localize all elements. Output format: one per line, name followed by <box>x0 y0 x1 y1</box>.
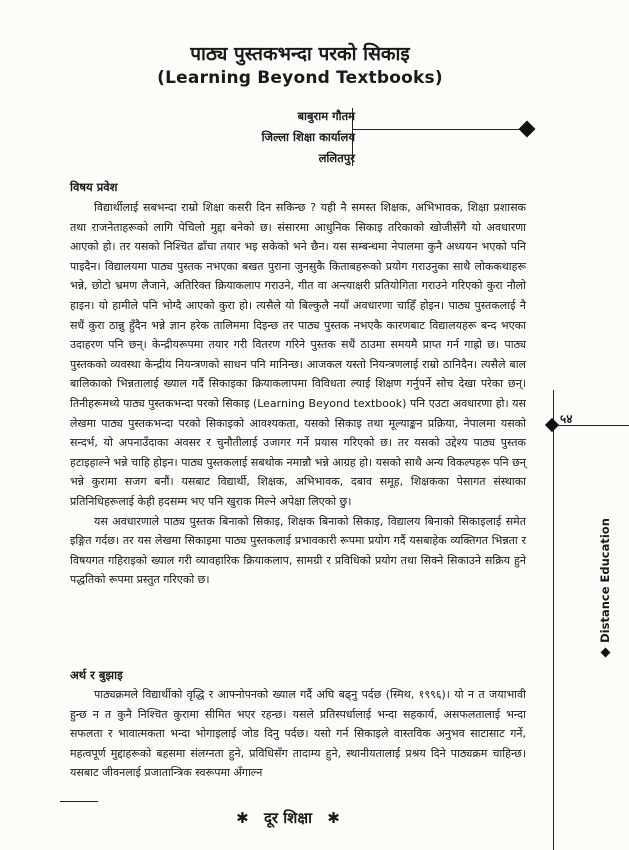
star-icon: ✱ <box>327 809 340 827</box>
journal-label-text: Distance Education <box>598 518 612 643</box>
footer-journal-name: दूर शिक्षा <box>263 809 313 827</box>
diamond-ornament-icon <box>519 121 536 138</box>
page-number: ५४ <box>560 412 573 426</box>
sidebar-rule <box>553 390 554 850</box>
section-body-intro <box>70 198 526 590</box>
footer-rule <box>60 801 98 802</box>
article-title-english: (Learning Beyond Textbooks) <box>157 68 443 88</box>
journal-label <box>598 512 612 662</box>
diamond-ornament-icon <box>545 418 559 432</box>
author-name: बाबुराम गौतम <box>297 109 355 123</box>
author-place: ललितपुर <box>318 151 355 165</box>
section-body-meaning <box>70 685 526 783</box>
section-heading-meaning: अर्थ र बुझाइ <box>70 668 123 682</box>
paragraph: विद्यार्थीलाई सबभन्दा राम्रो शिक्षा कसरी दिन सकिन्छ ? यही नै समस्त शिक्षक, अभिभावक, शिक्षा प्रशासक तथा राजनेताहरूको लागि पेचिलो मुद्दा बनेको छ। संसारमा आधुनिक सिकाइ तरिकाको खोजीसँगै यो अवधारणा आएको हो। तर यसको निश्चित ढाँचा तयार भइ सकेको भने छैन। यस सम्बन्धमा नेपालमा कुनै अध्ययन भएको पनि पाइदैन। विद्यालयमा पाठ्य पुस्तक नभएका बखत पुराना जुनसुकै किताबहरूको प्रयोग गराउनुका साथै लोककथाहरू भन्ने, छोटो भ्रमण लैजाने, अतिरिक्त क्रियाकलाप गराउने, गीत वा अन्त्याक्षरी प्रतियोगिता गराउने गरिएको कुरा नौलो हाइन। यो हामीले पनि भोग्दै आएको कुरा हो। त्यसैले यो बिल्कुलै नयाँ अवधारणा चाहिँ होइन। पाठ्य पुस्तकलाई नै सधैं कुरा ठान्नु हुँदैन भन्ने ज्ञान हरेक तालिममा दिइन्छ तर पाठ्य पुस्तक नभएकै कारणबाट विद्यालयहरू बन्द भएका उदाहरण पनि छन्। केन्द्रीयरूपमा तयार गरी वितरण गरिने पुस्तक सधैं ठाउमा समयमै प्राप्त गर्न गाह्रो छ। पाठ्य पुस्तकको व्यवस्था केन्द्रीय नियन्त्रणको साधन पनि मानिन्छ। आजकल यस्तो नियन्त्रणलाई राम्रो ठानिदैन। त्यसैले बाल बालिकाको भिन्नतालाई ख्याल गर्दै सिकाइका क्रियाकलापमा विविधता ल्याई शिक्षण गर्नुपर्ने सोच देखा परेका छन्। तिनीहरूमध्ये पाठ्य पुस्तकभन्दा परको सिकाइ (Learning Beyond textbook) पनि एउटा अवधारणा हो। यस लेखमा पाठ्य पुस्तकभन्दा परको सिकाइको आवश्यकता, यसको सिकाइ तथा मूल्याङ्कन प्रक्रिया, नेपालमा यसको सन्दर्भ, यो अपनाउँदाका अवसर र चुनौतीलाई उजागर गर्ने प्रयास गरिएको छ। तर यसको उद्देश्य पाठ्य पुस्तक हटाइहाल्ने भन्ने चाहि होइन। पाठ्य पुस्तकलाई सबथोक नमान्नौ भन्ने आग्रह हो। यसको साथै अन्य विकल्पहरू पनि छन् भन्ने कुरामा सजग बनौं। यसबाट विद्यार्थी, शिक्षक, अभिभावक, दबाव समूह, शिक्षकका पेसागत संस्थाका प्रतिनिधिहरूलाई केही हदसम्म भए पनि खुराक मिल्ने अपेक्षा लिएको छु। <box>70 201 526 508</box>
star-icon: ✱ <box>236 809 249 827</box>
section-heading-intro: विषय प्रवेश <box>70 180 118 194</box>
author-block <box>195 106 355 169</box>
article-title-nepali: पाठ्य पुस्तकभन्दा परको सिकाइ <box>190 43 410 65</box>
paragraph: यस अवधारणाले पाठ्य पुस्तक बिनाको सिकाइ, शिक्षक बिनाको सिकाइ, विद्यालय बिनाको सिकाइलाई समेत इङ्गित गर्दछ। तर यस लेखमा सिकाइमा पाठ्य पुस्तकलाई प्रभावकारी रूपमा प्रयोग गर्दै यसबाहेक व्यक्तिगत भिन्नता र विषयगत गहिराइको ख्याल गरी व्यावहारिक क्रियाकलाप, सामग्री र प्रविधिको प्रयोग तथा सिक्ने सिकाउने सक्रिय हुने पद्धतिको रूपमा प्रस्तुत गरिएको छ। <box>70 514 526 587</box>
author-divider-horizontal <box>352 129 524 130</box>
footer <box>60 808 516 828</box>
paragraph: पाठ्यक्रमले विद्यार्थीको वृद्धि र आफ्नोपनको ख्याल गर्दै अघि बढ्नु पर्दछ (स्मिथ, १९९६)। यो न त जयाभावी हुन्छ न त कुनै निश्चित कुरामा सीमित भएर रहन्छ। यसले प्रतिस्पर्धालाई भन्दा सहकार्य, असफलतालाई भन्दा सफलता र भावात्मकता भन्दा भोगाइलाई जोड दिनु पर्दछ। यसो गर्न सिकाइले वास्तविक अनुभव साटासाट गर्ने, महत्वपूर्ण मुद्दाहरूको बहसमा संलग्नता हुने, प्रविधिसँग तादाम्य हुने, स्थानीयतालाई प्रश्रय दिने पाठ्यक्रम चाहिन्छ। यसबाट जीवनलाई प्रजातान्त्रिक स्वरूपमा अँगाल्न <box>70 688 526 780</box>
author-divider-vertical <box>352 108 353 166</box>
author-office: जिल्ला शिक्षा कार्यालय <box>261 130 355 144</box>
diamond-bullet-icon <box>601 647 611 657</box>
